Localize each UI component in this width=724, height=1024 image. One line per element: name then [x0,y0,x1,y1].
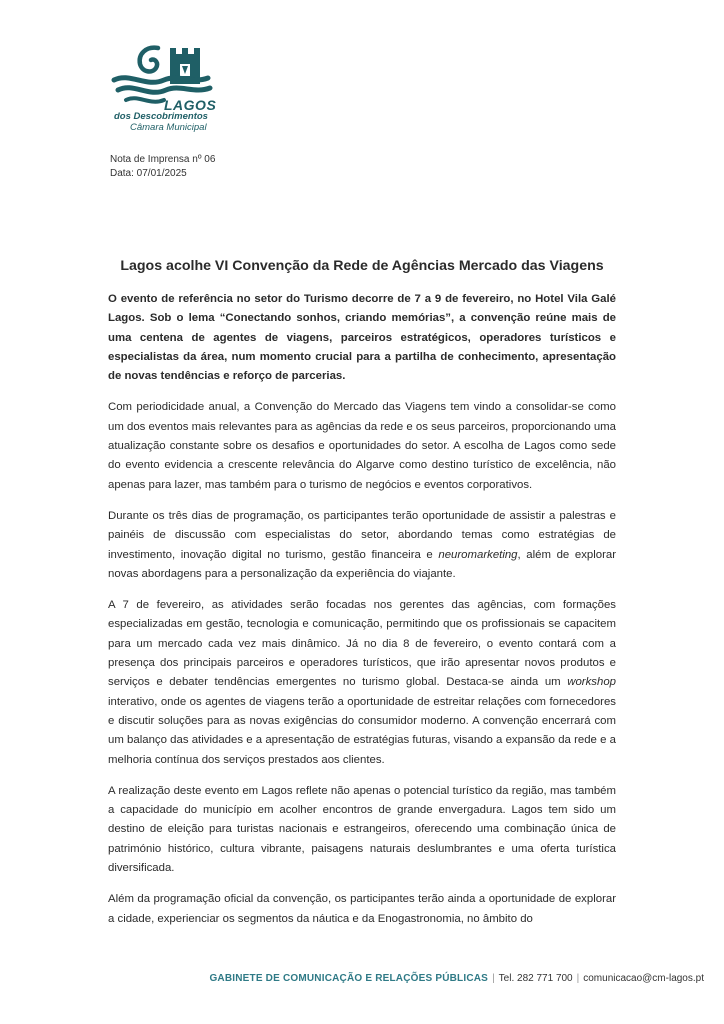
paragraph-2-text-a: Durante os três dias de programação, os participantes terão oportunidade de assistir a palestras e painéis de discussão com especialistas do setor, abordando temas como estratégias de investimento, inovação digital no turismo, gestão financeira e [108,509,616,561]
footer-department: GABINETE DE COMUNICAÇÃO E RELAÇÕES PÚBLICAS [209,973,489,984]
paragraph-3-text-a: A 7 de fevereiro, as atividades serão focadas nos gerentes das agências, com formações especializadas em gestão, tecnologia e comunicação, permitindo que os profissionais se capacitem para um mercado cada vez mais dinâmico. Já no dia 8 de fevereiro, o evento contará com a presença dos principais parceiros e operadores turísticos, que irão apresentar novos produtos e serviços e debater tendências emergentes no turismo global. Destaca-se ainda um [108,599,616,689]
paragraph-1: Com periodicidade anual, a Convenção do Mercado das Viagens tem vindo a consolidar-se como um dos eventos mais relevantes para as agências da rede e os seus parceiros, proporcionando uma atualização constante sobre os desafios e oportunidades do setor. A escolha de Lagos como sede do evento evidencia a crescente relevância do Algarve como destino turístico de excelência, não apenas para lazer, mas também para o turismo de negócios e eventos corporativos. [108,401,616,491]
footer-email: comunicacao@cm-lagos.pt [583,973,704,984]
logo-subtitle: dos Descobrimentos [114,111,208,122]
paragraph-5: Além da programação oficial da convenção, os participantes terão ainda a oportunidade de explorar a cidade, experienciar os segmentos da náutica e da Enogastronomia, no âmbito do [108,893,616,925]
paragraph-4: A realização deste evento em Lagos reflete não apenas o potencial turístico da região, mas também a capacidade do município em acolher encontros de grande envergadura. Lagos tem sido um destino de eleição para turistas nacionais e estrangeiros, oferecendo uma combinação única de património histórico, cultura vibrante, paisagens naturais deslumbrantes e uma oferta turística diversificada. [108,784,616,875]
page-footer [0,973,724,984]
paragraph-3-emphasis: workshop [567,676,616,689]
logo-council: Câmara Municipal [130,122,207,133]
footer-separator: | [492,973,495,984]
municipal-logo [108,40,268,140]
press-release-date: Data: 07/01/2025 [110,168,187,179]
paragraph-2-emphasis: neuromarketing [438,548,518,561]
page-title: Lagos acolhe VI Convenção da Rede de Agências Mercado das Viagens [120,258,604,274]
footer-phone: Tel. 282 771 700 [498,973,573,984]
paragraph-2 [108,507,616,584]
footer-separator: | [576,973,580,984]
paragraph-3-text-b: interativo, onde os agentes de viagens terão a oportunidade de estreitar relações com fornecedores e discutir soluções para as novas exigências do consumidor moderno. A convenção encerrará com um balanço das atividades e a apresentação de estratégias futuras, visando a expansão da rede e a melhoria contínua dos serviços prestados aos clientes. [108,695,616,766]
paragraph-2-text-b: , além de explorar novas abordagens para a personalização da experiência do viajante. [108,548,617,580]
article-body [108,290,616,941]
press-release-number: Nota de Imprensa nº 06 [110,154,216,165]
press-release-meta [110,153,215,181]
lead-paragraph: O evento de referência no setor do Turismo decorre de 7 a 9 de fevereiro, no Hotel Vila Galé Lagos. Sob o lema “Conectando sonhos, criando memórias”, a convenção reúne mais de uma centena de agentes de viagens, parceiros estratégicos, operadores turísticos e especialistas da área, num momento crucial para a partilha de conhecimento, apresentação de novas tendências e reforço de parcerias. [108,293,616,383]
logo-name: LAGOS [164,97,217,113]
paragraph-3 [108,596,616,770]
